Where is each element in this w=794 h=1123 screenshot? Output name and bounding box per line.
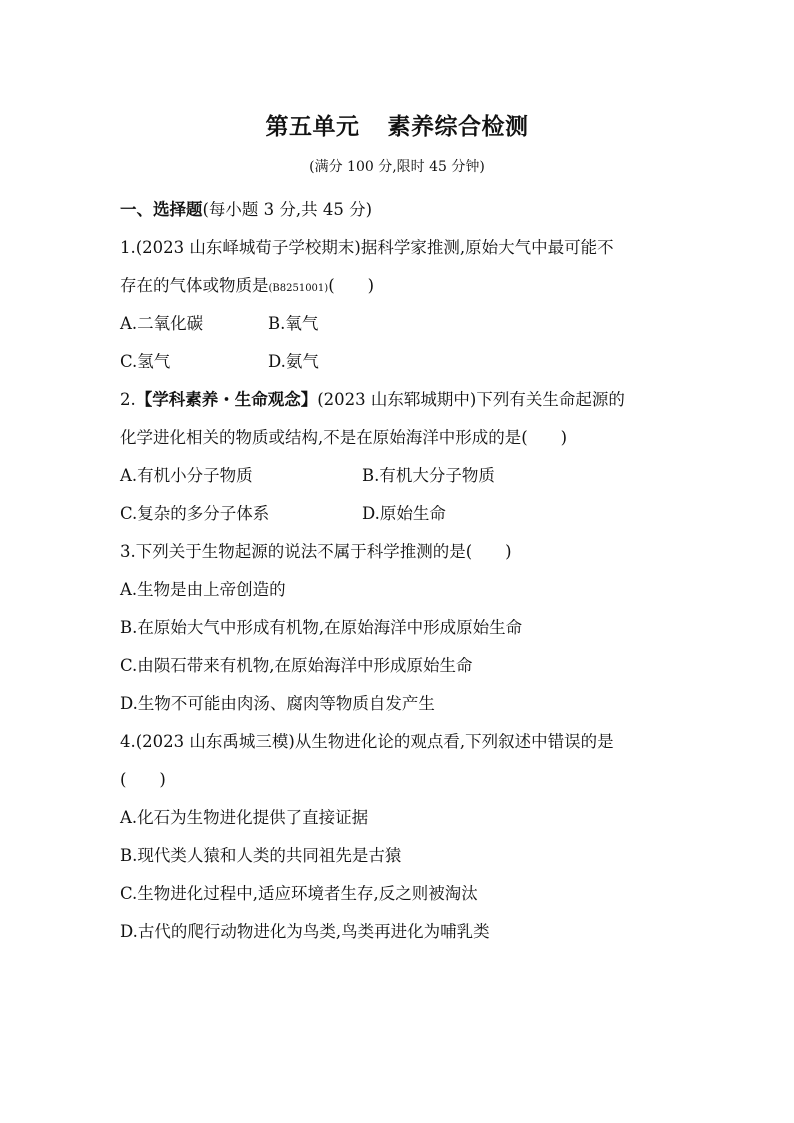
option-a: A.二氧化碳 xyxy=(120,314,204,333)
question-3-line-1: 3.下列关于生物起源的说法不属于科学推测的是( ) xyxy=(120,542,512,561)
option-b: B.有机大分子物质 xyxy=(362,466,495,485)
question-3-option-a: A.生物是由上帝创造的 xyxy=(120,580,286,599)
literacy-tag: 【学科素养・生命观念】 xyxy=(135,390,318,409)
section-heading xyxy=(120,196,372,220)
page-title xyxy=(0,108,794,141)
question-2-line-1 xyxy=(120,386,625,410)
question-4-line-2: ( ) xyxy=(120,770,166,789)
option-d: D.氨气 xyxy=(268,352,319,371)
title-name: 素养综合检测 xyxy=(387,114,529,140)
question-2-options-row-1 xyxy=(120,462,495,486)
option-d: D.原始生命 xyxy=(362,504,446,523)
title-unit: 第五单元 xyxy=(265,114,360,140)
question-3-option-c: C.由陨石带来有机物,在原始海洋中形成原始生命 xyxy=(120,656,473,675)
option-b: B.氧气 xyxy=(268,314,319,333)
question-2-line-2: 化学进化相关的物质或结构,不是在原始海洋中形成的是( ) xyxy=(120,428,568,447)
question-1-line-1: 1.(2023 山东峄城荀子学校期末)据科学家推测,原始大气中最可能不 xyxy=(120,238,614,257)
question-1-options-row-2 xyxy=(120,348,319,372)
question-4-option-c: C.生物进化过程中,适应环境者生存,反之则被淘汰 xyxy=(120,884,478,903)
exam-info: (满分 100 分,限时 45 分钟) xyxy=(309,159,485,175)
question-1-stem-end: 存在的气体或物质是 xyxy=(120,276,269,295)
question-4-option-b: B.现代类人猿和人类的共同祖先是古猿 xyxy=(120,846,402,865)
question-4-option-a: A.化石为生物进化提供了直接证据 xyxy=(120,808,369,827)
question-3-option-b: B.在原始大气中形成有机物,在原始海洋中形成原始生命 xyxy=(120,618,523,637)
option-c: C.复杂的多分子体系 xyxy=(120,504,270,523)
answer-blank: ( ) xyxy=(328,276,375,295)
question-4-option-d: D.古代的爬行动物进化为鸟类,鸟类再进化为哺乳类 xyxy=(120,922,490,941)
option-a: A.有机小分子物质 xyxy=(120,466,253,485)
question-2-number: 2. xyxy=(120,390,136,409)
question-1-line-2 xyxy=(120,272,374,296)
question-2-options-row-2 xyxy=(120,500,446,524)
section-note: (每小题 3 分,共 45 分) xyxy=(202,200,373,219)
question-2-stem: (2023 山东郓城期中)下列有关生命起源的 xyxy=(317,390,625,409)
question-1-options-row-1 xyxy=(120,310,319,334)
option-c: C.氢气 xyxy=(120,352,171,371)
question-3-option-d: D.生物不可能由肉汤、腐肉等物质自发产生 xyxy=(120,694,435,713)
question-1-code: (B8251001) xyxy=(268,283,329,294)
section-label: 一、选择题 xyxy=(120,200,203,219)
question-4-line-1: 4.(2023 山东禹城三模)从生物进化论的观点看,下列叙述中错误的是 xyxy=(120,732,614,751)
